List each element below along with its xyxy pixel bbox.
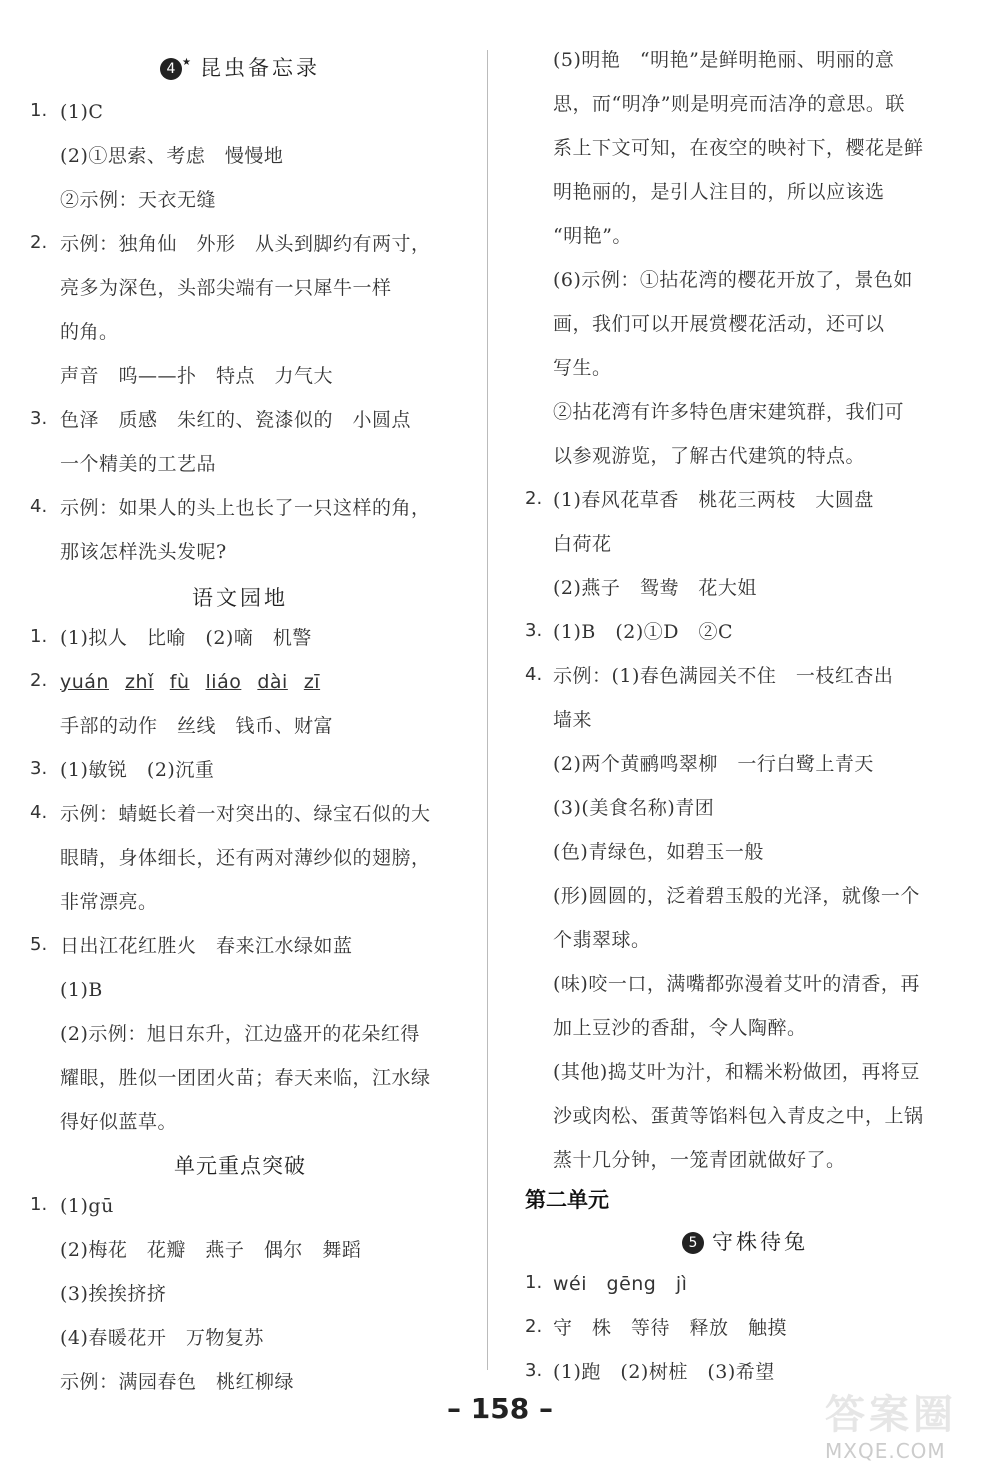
answer-line: 示例：蜻蜓长着一对突出的、绿宝石似的大 (60, 803, 431, 825)
answer-line: (1)C (60, 101, 104, 123)
answer-line: (2)①思索、考虑 慢慢地 (60, 145, 284, 167)
section-heading-unit-breakthrough: 单元重点突破 (174, 1154, 306, 1178)
answer-line: (味)咬一口，满嘴都弥漫着艾叶的清香，再 (553, 973, 920, 995)
watermark-logo: 答案圈 (825, 1392, 957, 1438)
question-number: 1. (30, 100, 48, 121)
section-heading-shouzhudaitu (525, 1226, 965, 1256)
answer-line: (其他)捣艾叶为汁，和糯米粉做团，再将豆 (553, 1061, 920, 1083)
answer-line: 日出江花红胜火 春来江水绿如蓝 (60, 935, 353, 957)
lesson-number-badge: 5 (682, 1232, 704, 1254)
pinyin-item: liáo (205, 671, 242, 693)
answer-line: 系上下文可知，在夜空的映衬下，樱花是鲜 (553, 137, 924, 159)
answer-line: 个翡翠球。 (553, 929, 651, 951)
answer-line: (3)(美食名称)青团 (553, 797, 715, 819)
answer-line: ②拈花湾有许多特色唐宋建筑群，我们可 (553, 401, 905, 423)
column-divider (487, 50, 488, 1370)
answer-line: (1)gū (60, 1195, 114, 1217)
answer-line: (1)春风花草香 桃花三两枝 大圆盘 (553, 489, 874, 511)
answer-line: 色泽 质感 朱红的、瓷漆似的 小圆点 (60, 409, 412, 431)
answer-line: 眼睛，身体细长，还有两对薄纱似的翅膀， (60, 847, 431, 869)
question-number: 1. (525, 1272, 543, 1293)
answer-line: (2)两个黄鹂鸣翠柳 一行白鹭上青天 (553, 753, 874, 775)
answer-line: (1)B (60, 979, 103, 1001)
answer-line: (3)挨挨挤挤 (60, 1283, 167, 1305)
answer-line: 得好似蓝草。 (60, 1111, 178, 1133)
answer-line: 示例：满园春色 桃红柳绿 (60, 1371, 295, 1393)
answer-line: 一个精美的工艺品 (60, 453, 217, 475)
answer-line: (6)示例：①拈花湾的樱花开放了，景色如 (553, 269, 913, 291)
section-title: 守株待兔 (712, 1230, 808, 1254)
answer-line: 声音 呜——扑 特点 力气大 (60, 365, 334, 387)
lesson-number-badge: 4 (160, 58, 182, 80)
watermark (825, 1383, 995, 1463)
question-number: 3. (525, 620, 543, 641)
answer-line: 耀眼，胜似一团团火苗；春天来临，江水绿 (60, 1067, 431, 1089)
answer-line: 那该怎样洗头发呢? (60, 541, 227, 563)
answer-line: 思，而“明净”则是明亮而洁净的意思。联 (553, 93, 905, 115)
answer-line: (1)拟人 比喻 (2)嘀 机警 (60, 627, 312, 649)
answer-line: 示例：(1)春色满园关不住 一枝红杏出 (553, 665, 894, 687)
answer-line: wéi gēng jì (553, 1273, 688, 1295)
pinyin-item: zhǐ (124, 671, 154, 693)
page-number: – 158 – (447, 1392, 553, 1425)
question-number: 1. (30, 626, 48, 647)
question-number: 4. (525, 664, 543, 685)
answer-line: 亮多为深色，头部尖端有一只犀牛一样 (60, 277, 392, 299)
question-number: 2. (525, 1316, 543, 1337)
answer-line: 非常漂亮。 (60, 891, 158, 913)
unit-two-heading: 第二单元 (525, 1188, 609, 1212)
answer-line: (2)燕子 鸳鸯 花大姐 (553, 577, 757, 599)
answer-line: ②示例：天衣无缝 (60, 189, 217, 211)
answer-line: 白荷花 (553, 533, 612, 555)
answer-line: 以参观游览，了解古代建筑的特点。 (553, 445, 866, 467)
answer-line: 画，我们可以开展赏樱花活动，还可以 (553, 313, 885, 335)
question-number: 4. (30, 496, 48, 517)
question-number: 2. (30, 670, 48, 691)
answer-line: 蒸十几分钟，一笼青团就做好了。 (553, 1149, 846, 1171)
question-number: 3. (525, 1360, 543, 1381)
star-icon: ★ (182, 57, 194, 68)
question-number: 3. (30, 408, 48, 429)
section-title: 昆虫备忘录 (199, 56, 320, 80)
pinyin-item: yuán (60, 671, 109, 693)
answer-line: 加上豆沙的香甜，令人陶醉。 (553, 1017, 807, 1039)
answer-line: (1)跑 (2)树桩 (3)希望 (553, 1361, 775, 1383)
answer-line: (1)B (2)①D ②C (553, 621, 734, 643)
answer-line: 示例：独角仙 外形 从头到脚约有两寸， (60, 233, 431, 255)
answer-line: 沙或肉松、蛋黄等馅料包入青皮之中，上锅 (553, 1105, 924, 1127)
question-number: 5. (30, 934, 48, 955)
question-number: 2. (525, 488, 543, 509)
answer-line: 守 株 等待 释放 触摸 (553, 1317, 788, 1339)
answer-line: 手部的动作 丝线 钱币、财富 (60, 715, 334, 737)
section-heading-insect-memo (30, 52, 450, 82)
pinyin-item: zī (303, 671, 321, 693)
answer-line: (形)圆圆的，泛着碧玉般的光泽，就像一个 (553, 885, 920, 907)
answer-line: (2)梅花 花瓣 燕子 偶尔 舞蹈 (60, 1239, 362, 1261)
answer-line: (色)青绿色，如碧玉一般 (553, 841, 764, 863)
answer-line: (2)示例：旭日东升，江边盛开的花朵红得 (60, 1023, 420, 1045)
watermark-url: MXQE.COM (825, 1439, 946, 1463)
section-heading-chinese-garden: 语文园地 (192, 586, 288, 610)
question-number: 4. (30, 802, 48, 823)
answer-line: 示例：如果人的头上也长了一只这样的角， (60, 497, 431, 519)
answer-line: 明艳丽的，是引人注目的，所以应该选 (553, 181, 885, 203)
question-number: 2. (30, 232, 48, 253)
answer-line: 写生。 (553, 357, 612, 379)
question-number: 1. (30, 1194, 48, 1215)
question-number: 3. (30, 758, 48, 779)
answer-line: (4)春暖花开 万物复苏 (60, 1327, 264, 1349)
pinyin-item: dài (257, 671, 288, 693)
answer-line: 墙来 (553, 709, 593, 731)
pinyin-line (60, 670, 336, 694)
answer-line: “明艳”。 (553, 225, 632, 247)
answer-line: 的角。 (60, 321, 119, 343)
pinyin-item: fù (169, 671, 190, 693)
answer-line: (1)敏锐 (2)沉重 (60, 759, 215, 781)
answer-line: (5)明艳 “明艳”是鲜明艳丽、明丽的意 (553, 49, 895, 71)
